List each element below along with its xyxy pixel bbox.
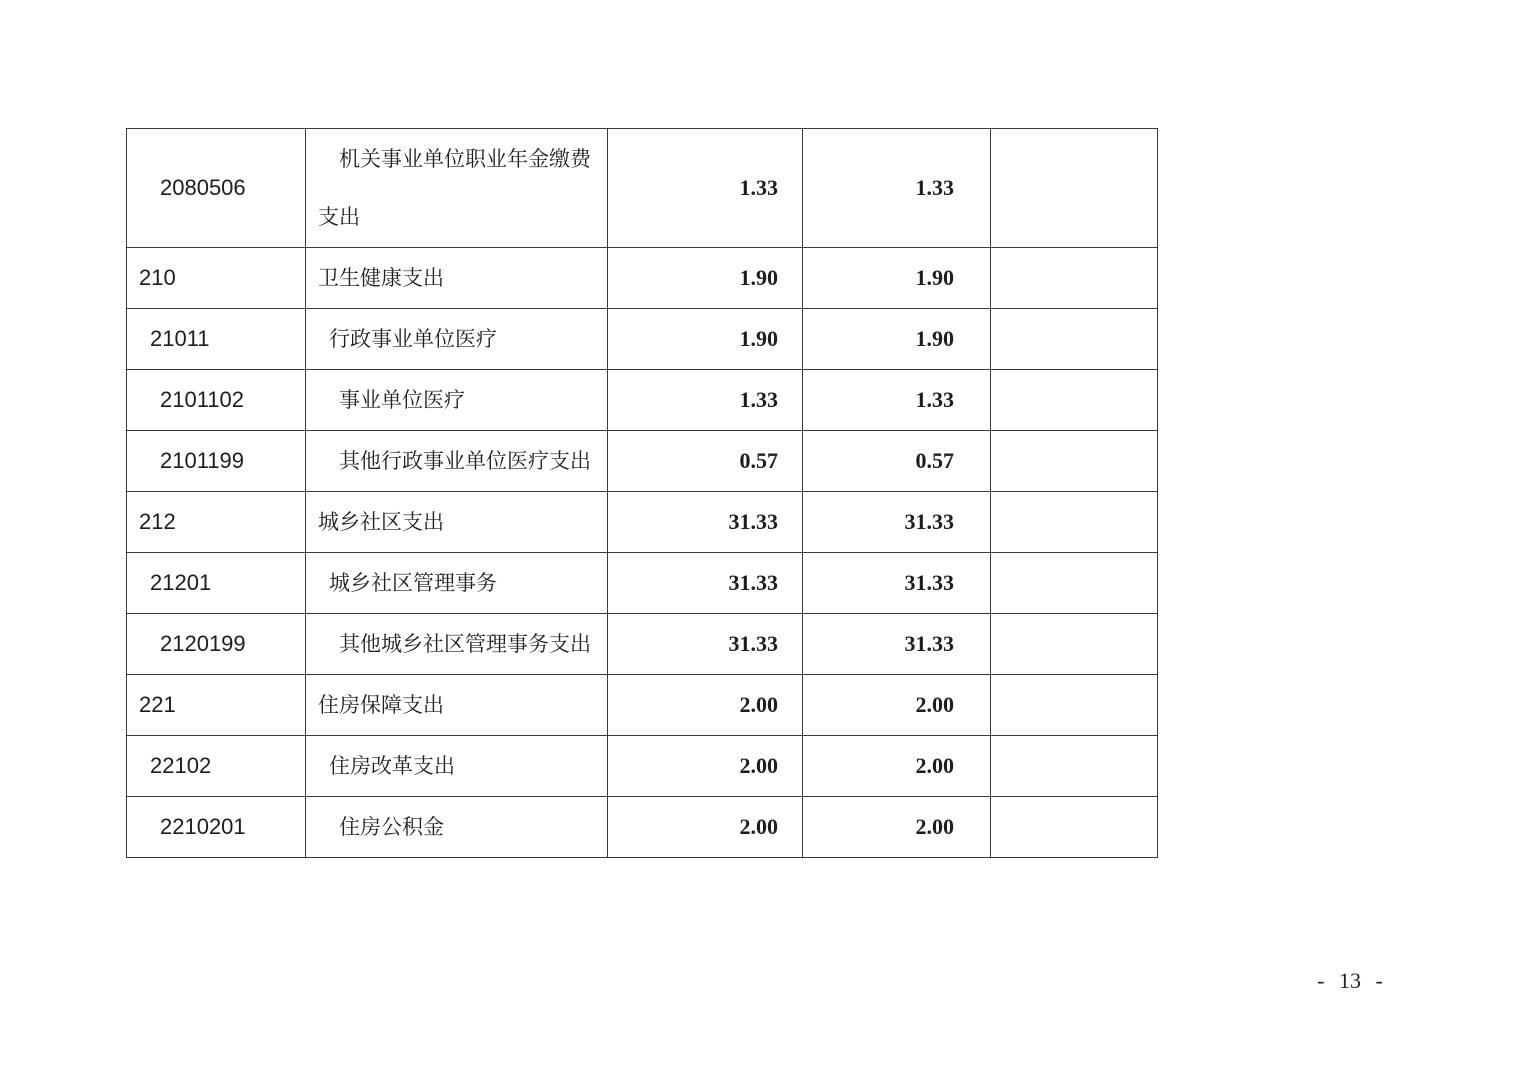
- note-cell: [991, 492, 1158, 553]
- code-cell: 2101102: [127, 370, 306, 431]
- note-cell: [991, 431, 1158, 492]
- code-cell: 210: [127, 248, 306, 309]
- note-cell: [991, 309, 1158, 370]
- code-cell: 21201: [127, 553, 306, 614]
- amount1-cell: 31.33: [608, 614, 803, 675]
- page-number: - 13 -: [1317, 968, 1383, 993]
- amount1-cell: 1.90: [608, 248, 803, 309]
- name-cell: 卫生健康支出: [306, 248, 608, 309]
- table-row: [127, 309, 1158, 370]
- amount1-cell: 31.33: [608, 553, 803, 614]
- amount2-cell: 2.00: [803, 797, 991, 858]
- code-cell: 2101199: [127, 431, 306, 492]
- name-cell: 住房公积金: [306, 797, 608, 858]
- code-cell: 2080506: [127, 129, 306, 248]
- amount1-cell: 0.57: [608, 431, 803, 492]
- note-cell: [991, 736, 1158, 797]
- code-cell: 212: [127, 492, 306, 553]
- amount2-cell: 0.57: [803, 431, 991, 492]
- name-cell: 住房改革支出: [306, 736, 608, 797]
- table-row: [127, 431, 1158, 492]
- table-row: [127, 614, 1158, 675]
- table-row: [127, 370, 1158, 431]
- amount2-cell: 1.90: [803, 248, 991, 309]
- amount2-cell: 1.90: [803, 309, 991, 370]
- note-cell: [991, 248, 1158, 309]
- amount2-cell: 1.33: [803, 129, 991, 248]
- code-cell: 21011: [127, 309, 306, 370]
- amount1-cell: 1.90: [608, 309, 803, 370]
- amount2-cell: 2.00: [803, 736, 991, 797]
- amount1-cell: 1.33: [608, 129, 803, 248]
- table-row: [127, 492, 1158, 553]
- name-cell: 行政事业单位医疗: [306, 309, 608, 370]
- name-cell: 住房保障支出: [306, 675, 608, 736]
- amount2-cell: 1.33: [803, 370, 991, 431]
- name-cell: 事业单位医疗: [306, 370, 608, 431]
- table-row: [127, 553, 1158, 614]
- name-cell: 城乡社区支出: [306, 492, 608, 553]
- table-row: [127, 129, 1158, 248]
- amount1-cell: 2.00: [608, 675, 803, 736]
- note-cell: [991, 553, 1158, 614]
- note-cell: [991, 129, 1158, 248]
- name-cell: 城乡社区管理事务: [306, 553, 608, 614]
- name-cell: 其他行政事业单位医疗支出: [306, 431, 608, 492]
- note-cell: [991, 614, 1158, 675]
- table-row: [127, 797, 1158, 858]
- code-cell: 221: [127, 675, 306, 736]
- note-cell: [991, 675, 1158, 736]
- table-row: [127, 736, 1158, 797]
- amount2-cell: 31.33: [803, 492, 991, 553]
- budget-table: [126, 128, 1158, 858]
- amount1-cell: 2.00: [608, 736, 803, 797]
- note-cell: [991, 797, 1158, 858]
- code-cell: 22102: [127, 736, 306, 797]
- code-cell: 2210201: [127, 797, 306, 858]
- amount2-cell: 31.33: [803, 614, 991, 675]
- amount1-cell: 31.33: [608, 492, 803, 553]
- code-cell: 2120199: [127, 614, 306, 675]
- table-row: [127, 675, 1158, 736]
- amount1-cell: 2.00: [608, 797, 803, 858]
- table-row: [127, 248, 1158, 309]
- note-cell: [991, 370, 1158, 431]
- amount2-cell: 2.00: [803, 675, 991, 736]
- amount2-cell: 31.33: [803, 553, 991, 614]
- name-cell: 其他城乡社区管理事务支出: [306, 614, 608, 675]
- amount1-cell: 1.33: [608, 370, 803, 431]
- budget-table-body: [127, 129, 1158, 858]
- name-cell: 机关事业单位职业年金缴费支出: [306, 129, 608, 248]
